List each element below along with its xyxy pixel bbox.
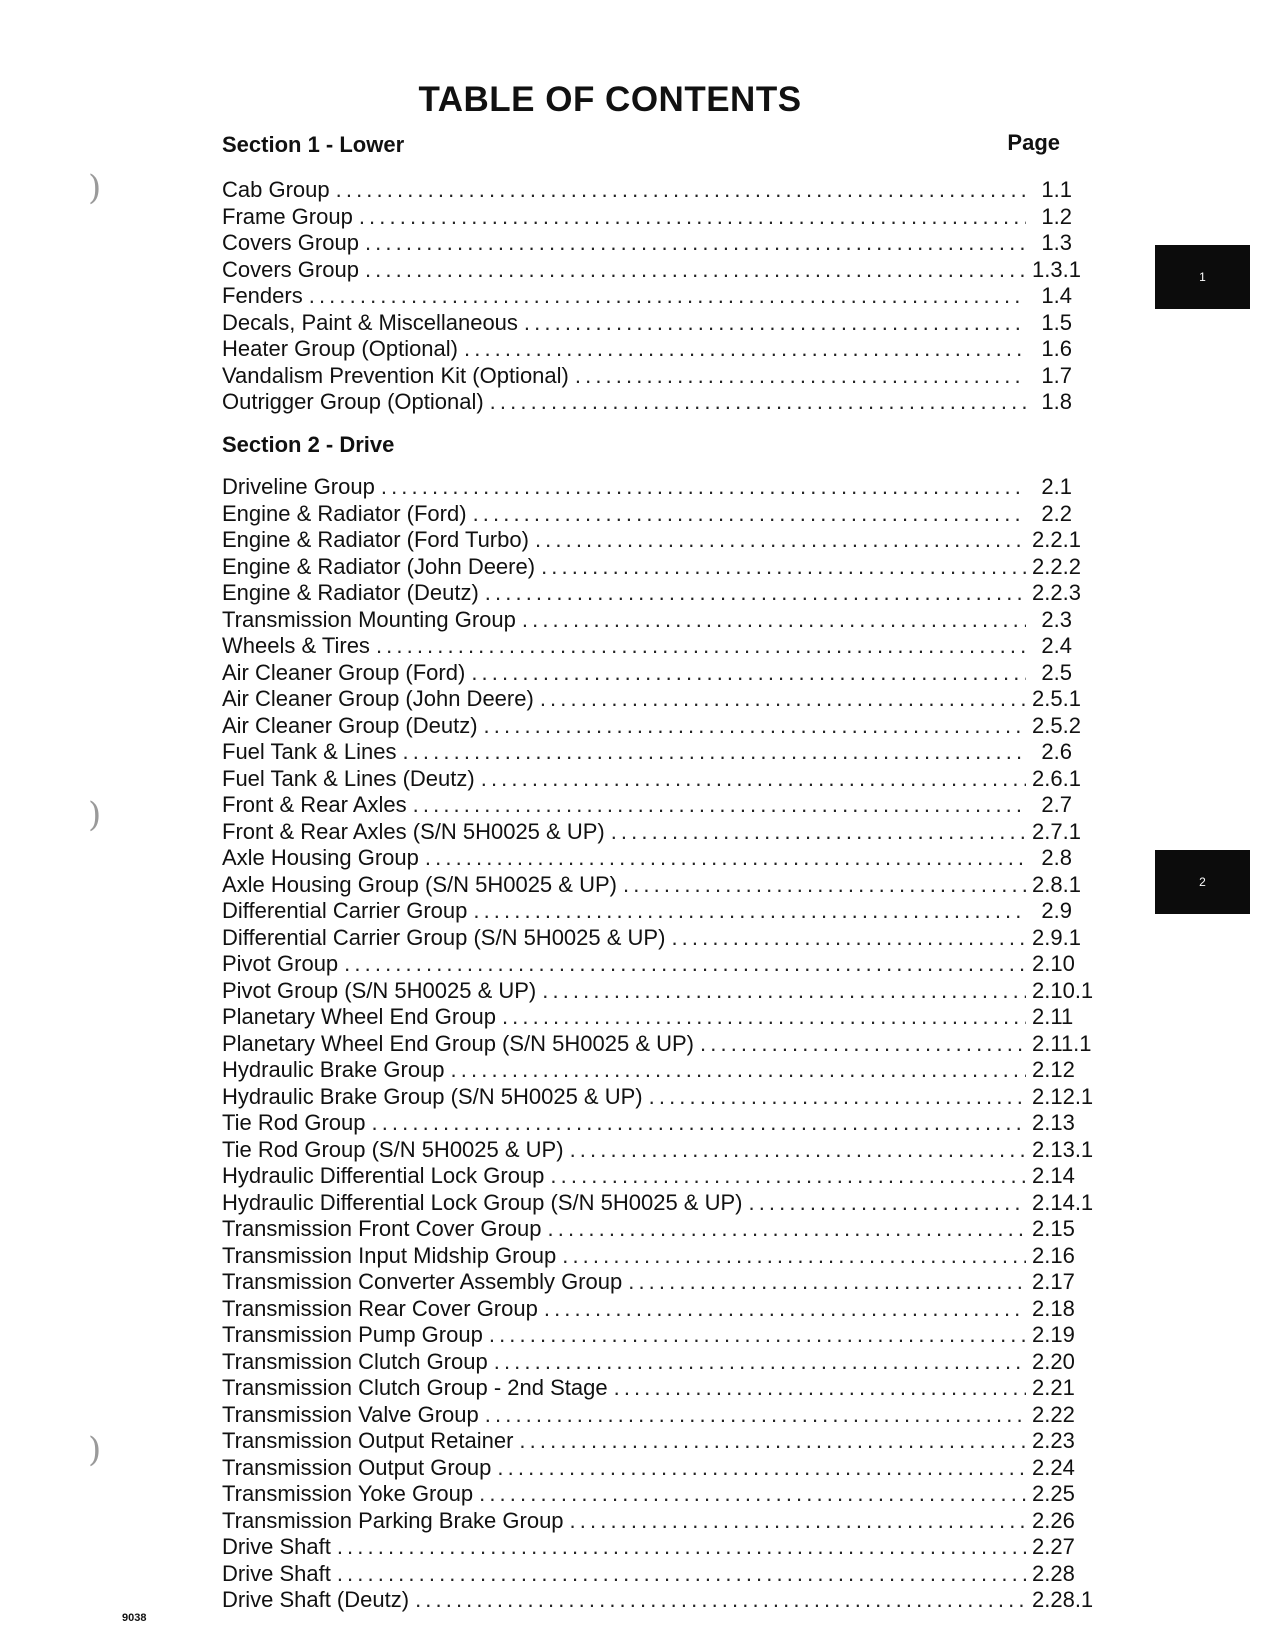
toc-entry-page: 2.8: [1041, 845, 1072, 870]
dot-leader: [628, 1269, 1026, 1296]
toc-entry: [222, 177, 1072, 204]
toc-entry-label: Transmission Parking Brake Group: [222, 1507, 564, 1533]
toc-entry: [222, 1401, 1075, 1429]
toc-entry-label: Hydraulic Differential Lock Group: [222, 1163, 545, 1188]
toc-entry-page: 2.14: [1032, 1163, 1075, 1188]
dot-leader: [473, 501, 1026, 528]
toc-entry-page: 2.13: [1032, 1110, 1075, 1135]
toc-entry-label: Drive Shaft: [222, 1534, 331, 1559]
toc-entry-label: Tie Rod Group (S/N 5H0025 & UP): [222, 1136, 564, 1162]
toc-entry-page: 2.20: [1032, 1348, 1075, 1374]
toc-entry-page: 2.26: [1032, 1507, 1075, 1533]
toc-entry: [222, 336, 1072, 363]
toc-entry-page: 2.27: [1032, 1534, 1075, 1559]
toc-entry: [222, 474, 1072, 501]
toc-entry-label: Engine & Radiator (John Deere): [222, 553, 536, 579]
toc-entry: [222, 1322, 1075, 1349]
toc-entry-label: Transmission Clutch Group - 2nd Stage: [222, 1375, 608, 1400]
toc-entry: [222, 283, 1072, 310]
toc-entry: [222, 1057, 1075, 1084]
toc-entry: [222, 1189, 1094, 1217]
section-tab-1: 1: [1155, 245, 1250, 309]
toc-entry: [222, 230, 1072, 257]
toc-entry: [222, 501, 1072, 528]
toc-entry-page: 2.1: [1041, 474, 1072, 499]
toc-entry-label: Transmission Front Cover Group: [222, 1216, 542, 1241]
dot-leader: [309, 283, 1026, 310]
toc-entry-page: 2.28.1: [1032, 1587, 1094, 1612]
toc-entry: [222, 607, 1072, 634]
toc-entry-page: 2.15: [1032, 1216, 1075, 1241]
toc-entry-page: 2.3: [1041, 606, 1072, 632]
toc-entry-label: Differential Carrier Group (S/N 5H0025 & UP): [222, 924, 666, 950]
toc-entry: [222, 1507, 1075, 1535]
section-1-toc-list: [222, 177, 1081, 416]
toc-entry-label: Transmission Yoke Group: [222, 1481, 474, 1506]
dot-leader: [542, 978, 1026, 1005]
toc-entry: [222, 1136, 1094, 1164]
section-2-heading: Section 2 - Drive: [222, 432, 395, 457]
toc-entry-label: Pivot Group: [222, 951, 339, 976]
toc-entry-page: 2.7: [1041, 792, 1072, 817]
toc-entry-page: 2.25: [1032, 1481, 1075, 1506]
toc-entry-page: 1.4: [1041, 283, 1072, 308]
dot-leader: [337, 1561, 1026, 1588]
toc-entry: [222, 792, 1072, 819]
toc-entry-page: 2.5: [1041, 659, 1072, 685]
toc-entry-label: Engine & Radiator (Ford Turbo): [222, 527, 529, 552]
toc-entry: [222, 845, 1072, 872]
toc-entry: [222, 1110, 1075, 1137]
binding-hole-mark: ): [88, 1430, 102, 1470]
dot-leader: [371, 1110, 1026, 1137]
dot-leader: [544, 1296, 1026, 1323]
dot-leader: [484, 713, 1026, 740]
toc-entry-page: 2.19: [1032, 1322, 1075, 1347]
toc-entry-label: Fuel Tank & Lines: [222, 739, 397, 764]
toc-entry: [222, 898, 1072, 925]
toc-entry: [222, 818, 1081, 846]
toc-entry-label: Decals, Paint & Miscellaneous: [222, 309, 518, 335]
toc-entry-label: Heater Group (Optional): [222, 336, 458, 361]
toc-entry: [222, 951, 1075, 978]
toc-entry: [222, 924, 1081, 952]
dot-leader: [524, 310, 1026, 337]
toc-entry-label: Driveline Group: [222, 474, 375, 499]
toc-entry: [222, 686, 1081, 713]
toc-entry: [222, 1481, 1075, 1508]
dot-leader: [473, 898, 1026, 925]
document-number: 9038: [122, 1612, 147, 1624]
dot-leader: [562, 1243, 1026, 1270]
dot-leader: [570, 1137, 1026, 1164]
toc-entry-page: 2.6: [1041, 739, 1072, 764]
dot-leader: [649, 1084, 1026, 1111]
toc-entry: [222, 1269, 1075, 1296]
toc-entry-page: 1.1: [1041, 177, 1072, 202]
toc-entry-label: Hydraulic Brake Group: [222, 1057, 445, 1082]
dot-leader: [415, 1587, 1026, 1614]
dot-leader: [359, 204, 1026, 231]
toc-entry: [222, 1428, 1075, 1455]
toc-entry-page: 2.14.1: [1032, 1189, 1094, 1215]
toc-entry-page: 1.2: [1041, 203, 1072, 229]
toc-entry-page: 2.13.1: [1032, 1136, 1094, 1162]
toc-entry-page: 2.10: [1032, 951, 1075, 976]
dot-leader: [336, 177, 1026, 204]
toc-entry-label: Transmission Mounting Group: [222, 606, 516, 632]
toc-entry-label: Air Cleaner Group (Deutz): [222, 712, 478, 738]
toc-entry-label: Wheels & Tires: [222, 633, 370, 658]
toc-entry-page: 2.12.1: [1032, 1083, 1094, 1109]
dot-leader: [671, 925, 1026, 952]
toc-entry: [222, 1375, 1075, 1402]
toc-entry-page: 1.3.1: [1032, 256, 1081, 282]
dot-leader: [497, 1455, 1026, 1482]
toc-entry: [222, 580, 1081, 607]
dot-leader: [489, 1322, 1026, 1349]
toc-entry-label: Front & Rear Axles: [222, 792, 407, 817]
dot-leader: [540, 686, 1026, 713]
toc-entry: [222, 1348, 1075, 1376]
dot-leader: [464, 336, 1026, 363]
toc-entry-page: 1.8: [1041, 389, 1072, 414]
page-title: TABLE OF CONTENTS: [418, 80, 802, 119]
toc-entry: [222, 310, 1072, 337]
toc-entry: [222, 256, 1081, 284]
section-1-heading: Section 1 - Lower: [222, 132, 405, 157]
dot-leader: [381, 474, 1026, 501]
toc-entry-label: Engine & Radiator (Ford): [222, 500, 467, 526]
dot-leader: [494, 1349, 1026, 1376]
toc-entry-label: Axle Housing Group: [222, 845, 419, 870]
toc-entry: [222, 712, 1081, 740]
binding-hole-mark: ): [88, 168, 102, 208]
toc-entry: [222, 765, 1081, 793]
toc-entry-label: Transmission Converter Assembly Group: [222, 1269, 623, 1294]
dot-leader: [548, 1216, 1026, 1243]
toc-entry-label: Fenders: [222, 283, 303, 308]
toc-entry-label: Engine & Radiator (Deutz): [222, 580, 479, 605]
toc-entry-page: 2.16: [1032, 1242, 1075, 1268]
toc-entry-label: Planetary Wheel End Group: [222, 1004, 496, 1029]
toc-entry-page: 2.12: [1032, 1057, 1075, 1082]
toc-entry-page: 2.9.1: [1032, 924, 1081, 950]
toc-entry-label: Vandalism Prevention Kit (Optional): [222, 362, 569, 388]
toc-entry-page: 1.3: [1041, 230, 1072, 255]
toc-entry: [222, 204, 1072, 231]
toc-entry: [222, 1004, 1072, 1031]
toc-entry-page: 1.5: [1041, 309, 1072, 335]
toc-entry: [222, 871, 1081, 899]
toc-entry-label: Drive Shaft (Deutz): [222, 1587, 410, 1612]
section-tab-2: 2: [1155, 850, 1250, 914]
toc-entry: [222, 633, 1072, 660]
dot-leader: [623, 872, 1026, 899]
binding-hole-mark: ): [88, 795, 102, 835]
toc-entry-page: 2.10.1: [1032, 977, 1094, 1003]
toc-entry-label: Transmission Valve Group: [222, 1401, 479, 1427]
dot-leader: [425, 845, 1026, 872]
toc-entry: [222, 1216, 1075, 1243]
toc-entry-page: 2.23: [1032, 1428, 1075, 1453]
toc-entry-label: Transmission Pump Group: [222, 1322, 483, 1347]
dot-leader: [365, 257, 1026, 284]
toc-entry-label: Axle Housing Group (S/N 5H0025 & UP): [222, 871, 617, 897]
toc-entry-label: Air Cleaner Group (John Deere): [222, 686, 534, 711]
toc-entry: [222, 1587, 1094, 1614]
dot-leader: [402, 739, 1026, 766]
dot-leader: [451, 1057, 1026, 1084]
dot-leader: [550, 1163, 1026, 1190]
toc-entry-label: Drive Shaft: [222, 1560, 331, 1586]
toc-entry: [222, 660, 1072, 687]
dot-leader: [700, 1031, 1026, 1058]
toc-entry: [222, 1030, 1092, 1058]
page-column-header: Page: [1007, 130, 1060, 155]
toc-entry: [222, 1242, 1075, 1270]
toc-entry: [222, 553, 1081, 581]
toc-entry-label: Transmission Rear Cover Group: [222, 1295, 538, 1321]
dot-leader: [365, 230, 1026, 257]
toc-entry-page: 2.28: [1032, 1560, 1075, 1586]
dot-leader: [413, 792, 1026, 819]
toc-entry-label: Hydraulic Differential Lock Group (S/N 5H0025 & UP): [222, 1189, 743, 1215]
toc-entry-label: Transmission Clutch Group: [222, 1348, 488, 1374]
toc-entry-label: Front & Rear Axles (S/N 5H0025 & UP): [222, 818, 605, 844]
toc-entry-label: Transmission Output Retainer: [222, 1428, 514, 1453]
toc-entry-page: 2.11: [1032, 1004, 1074, 1029]
toc-entry-label: Covers Group: [222, 230, 359, 255]
toc-entry-page: 2.2.1: [1032, 527, 1081, 552]
dot-leader: [519, 1428, 1026, 1455]
dot-leader: [575, 363, 1026, 390]
toc-entry: [222, 1295, 1075, 1323]
dot-leader: [490, 389, 1026, 416]
toc-entry-label: Tie Rod Group: [222, 1110, 366, 1135]
toc-entry-page: 2.24: [1032, 1454, 1075, 1480]
toc-entry-page: 2.7.1: [1032, 818, 1081, 844]
toc-entry-page: 1.6: [1041, 336, 1072, 361]
toc-entry: [222, 527, 1081, 554]
toc-entry: [222, 389, 1072, 416]
toc-entry-page: 2.5.1: [1032, 686, 1081, 711]
toc-entry-page: 2.18: [1032, 1295, 1075, 1321]
toc-entry-label: Hydraulic Brake Group (S/N 5H0025 & UP): [222, 1083, 643, 1109]
dot-leader: [535, 527, 1026, 554]
toc-entry-page: 2.5.2: [1032, 712, 1081, 738]
toc-entry-page: 2.8.1: [1032, 871, 1081, 897]
toc-entry-page: 2.2.2: [1032, 553, 1081, 579]
toc-entry-label: Pivot Group (S/N 5H0025 & UP): [222, 977, 537, 1003]
toc-entry-label: Outrigger Group (Optional): [222, 389, 484, 414]
toc-entry-label: Planetary Wheel End Group (S/N 5H0025 & UP): [222, 1030, 695, 1056]
toc-entry-page: 1.7: [1041, 362, 1072, 388]
toc-entry-page: 2.9: [1041, 898, 1072, 923]
toc-entry-page: 2.6.1: [1032, 765, 1081, 791]
toc-entry-label: Transmission Input Midship Group: [222, 1242, 557, 1268]
toc-entry: [222, 363, 1072, 390]
toc-entry-page: 2.17: [1032, 1269, 1075, 1294]
dot-leader: [748, 1190, 1026, 1217]
dot-leader: [479, 1481, 1026, 1508]
dot-leader: [471, 660, 1026, 687]
toc-entry: [222, 1534, 1075, 1561]
dot-leader: [570, 1508, 1026, 1535]
dot-leader: [485, 1402, 1026, 1429]
toc-entry: [222, 1454, 1075, 1482]
toc-entry-label: Transmission Output Group: [222, 1454, 492, 1480]
dot-leader: [485, 580, 1026, 607]
dot-leader: [611, 819, 1026, 846]
toc-entry-label: Cab Group: [222, 177, 330, 202]
toc-entry: [222, 1083, 1094, 1111]
toc-entry-label: Covers Group: [222, 256, 359, 282]
toc-entry-label: Frame Group: [222, 203, 353, 229]
toc-entry: [222, 1163, 1075, 1190]
toc-entry-page: 2.2.3: [1032, 580, 1081, 605]
toc-entry-page: 2.2: [1041, 500, 1072, 526]
dot-leader: [481, 766, 1026, 793]
toc-entry-label: Differential Carrier Group: [222, 898, 468, 923]
dot-leader: [376, 633, 1026, 660]
toc-entry-page: 2.11.1: [1032, 1030, 1092, 1056]
toc-entry-label: Air Cleaner Group (Ford): [222, 659, 466, 685]
toc-entry-label: Fuel Tank & Lines (Deutz): [222, 765, 475, 791]
dot-leader: [502, 1004, 1026, 1031]
toc-entry: [222, 739, 1072, 766]
toc-entry: [222, 977, 1094, 1005]
dot-leader: [541, 554, 1026, 581]
dot-leader: [344, 951, 1026, 978]
section-2-toc-list: [222, 474, 1094, 1614]
dot-leader: [337, 1534, 1026, 1561]
toc-entry-page: 2.22: [1032, 1401, 1075, 1427]
dot-leader: [614, 1375, 1026, 1402]
toc-entry-page: 2.4: [1041, 633, 1072, 658]
dot-leader: [522, 607, 1026, 634]
toc-entry: [222, 1560, 1075, 1588]
toc-entry-page: 2.21: [1032, 1375, 1075, 1400]
